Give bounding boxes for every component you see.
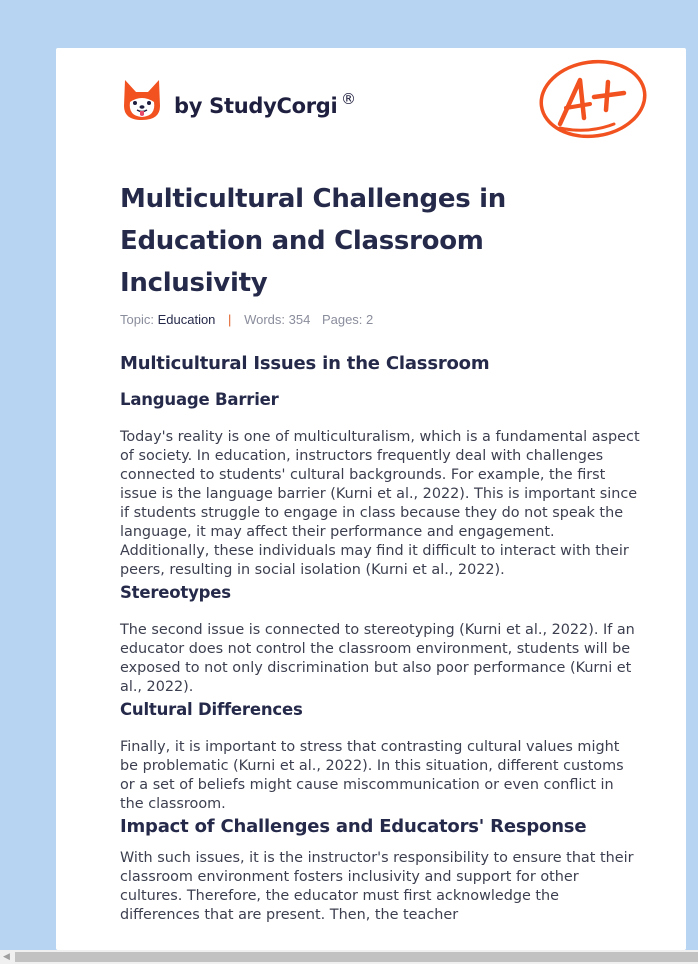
subsection-heading: Stereotypes	[120, 583, 231, 602]
logo-text[interactable]: by StudyCorgi	[174, 94, 338, 118]
page-count: Pages: 2	[321, 312, 374, 327]
word-count: Words: 354	[244, 312, 311, 327]
section-heading: Multicultural Issues in the Classroom	[120, 353, 490, 374]
a-plus-grade-icon	[538, 58, 648, 140]
paragraph: Finally, it is important to stress that contrasting cultural values might be problematic (Kurni et al., 2022). In this situation, different customs or a set of beliefs might cause miscommunication or even conflict in the classroom.	[120, 739, 624, 812]
document-meta	[120, 312, 373, 327]
document-body	[120, 352, 640, 925]
subsection-heading: Language Barrier	[120, 390, 279, 409]
topic-link[interactable]: Education	[157, 312, 216, 327]
subsection-heading: Cultural Differences	[120, 700, 303, 719]
registered-mark: ®	[341, 90, 356, 108]
scroll-left-icon[interactable]: ◀	[3, 951, 10, 961]
document-page	[56, 48, 686, 950]
paragraph: Today's reality is one of multiculturalism, which is a fundamental aspect of society. In education, instructors frequently deal with challenges connected to students' cultural backgrounds. For example, the first issue is the language barrier (Kurni et al., 2022). This is important since if students struggle to engage in class because they do not speak the language, it may affect their performance and engagement. Additionally, these individuals may find it difficult to interact with their peers, resulting in social isolation (Kurni et al., 2022).	[120, 429, 640, 578]
meta-separator: |	[228, 312, 232, 327]
section-heading: Impact of Challenges and Educators' Response	[120, 816, 587, 837]
scrollbar-thumb[interactable]	[15, 952, 698, 962]
paragraph: The second issue is connected to stereotyping (Kurni et al., 2022). If an educator does not control the classroom environment, students will be exposed to not only discrimination but also poor performance (Kurni et al., 2022).	[120, 622, 635, 695]
paragraph: With such issues, it is the instructor's responsibility to ensure that their classroom environment fosters inclusivity and support for other cultures. Therefore, the educator must first acknowledge the differences that are present. Then, the teacher	[120, 850, 634, 923]
topic-label: Topic:	[120, 312, 154, 327]
page-title: Multicultural Challenges in Education and Classroom Inclusivity	[120, 184, 506, 298]
studycorgi-logo[interactable]	[122, 76, 162, 122]
corgi-icon	[122, 76, 162, 122]
horizontal-scrollbar[interactable]	[0, 950, 698, 964]
